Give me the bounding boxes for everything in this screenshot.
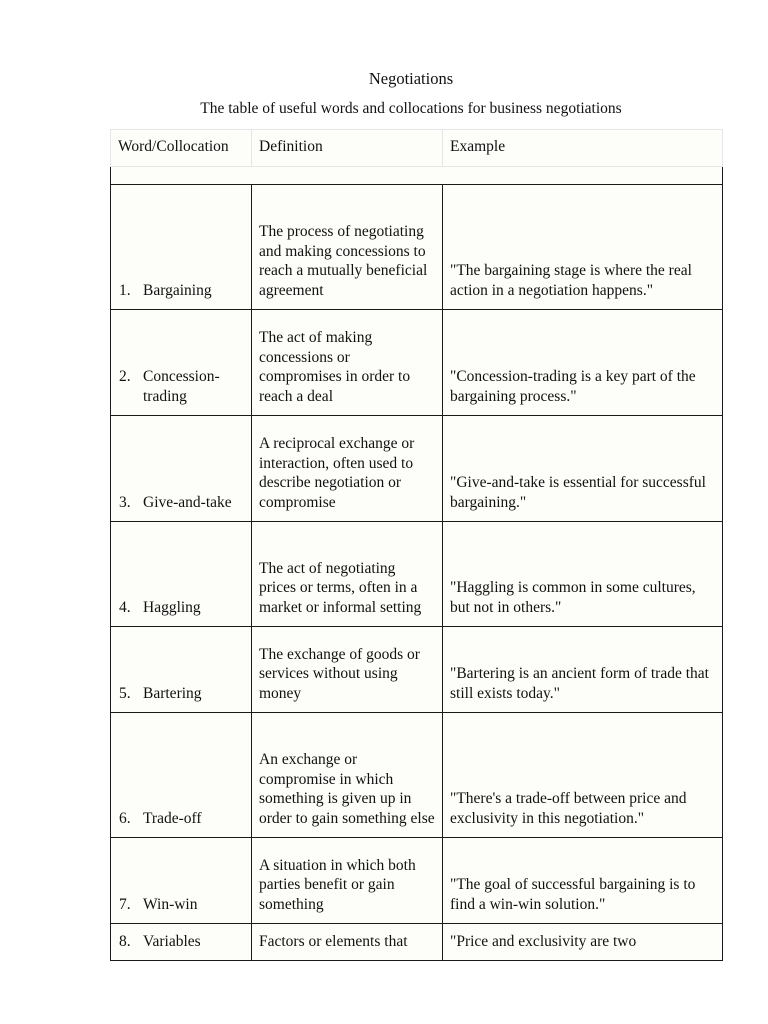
example-cell: "Give-and-take is essential for successful bargaining." — [443, 416, 723, 522]
row-number: 6. — [119, 809, 131, 827]
table-row — [111, 416, 723, 522]
word-text: Bargaining — [143, 281, 212, 299]
definition-cell: An exchange or compromise in which something is given up in order to gain something else — [252, 713, 443, 838]
page-title: Negotiations — [368, 69, 454, 88]
header-spacer — [111, 167, 723, 185]
word-cell — [111, 924, 252, 961]
word-cell — [111, 838, 252, 924]
definition-cell: The act of making concessions or compromises in order to reach a deal — [252, 310, 443, 416]
header-definition: Definition — [252, 130, 443, 167]
table-header-row — [111, 130, 723, 167]
header-word-collocation: Word/Collocation — [111, 130, 252, 167]
word-cell — [111, 522, 252, 627]
example-cell: "Haggling is common in some cultures, but not in others." — [443, 522, 723, 627]
word-text: Concession-trading — [143, 368, 220, 405]
example-cell: "The bargaining stage is where the real action in a negotiation happens." — [443, 185, 723, 310]
page-subtitle: The table of useful words and collocations for business negotiations — [200, 100, 622, 117]
definition-cell: The exchange of goods or services without using money — [252, 627, 443, 713]
word-text: Bartering — [143, 684, 202, 702]
row-number: 7. — [119, 895, 131, 913]
example-cell: "There's a trade-off between price and exclusivity in this negotiation." — [443, 713, 723, 838]
word-cell — [111, 185, 252, 310]
word-text: Variables — [143, 933, 201, 950]
example-cell: "Bartering is an ancient form of trade that still exists today." — [443, 627, 723, 713]
row-number: 8. — [119, 933, 131, 950]
vocabulary-table — [110, 129, 723, 961]
table-row — [111, 185, 723, 310]
example-cell: "Concession-trading is a key part of the bargaining process." — [443, 310, 723, 416]
example-cell: "Price and exclusivity are two — [443, 924, 723, 961]
definition-cell: The process of negotiating and making concessions to reach a mutually beneficial agreement — [252, 185, 443, 310]
example-cell: "The goal of successful bargaining is to find a win-win solution." — [443, 838, 723, 924]
header-example: Example — [443, 130, 723, 167]
row-number: 4. — [119, 598, 131, 616]
table-row — [111, 924, 723, 961]
definition-cell: A situation in which both parties benefit or gain something — [252, 838, 443, 924]
word-text: Give-and-take — [143, 493, 232, 511]
table-row — [111, 310, 723, 416]
table-row — [111, 838, 723, 924]
table-row — [111, 627, 723, 713]
table-row — [111, 713, 723, 838]
word-cell — [111, 416, 252, 522]
word-cell — [111, 627, 252, 713]
word-text: Trade-off — [143, 809, 202, 827]
word-text: Win-win — [143, 895, 198, 913]
word-text: Haggling — [143, 598, 201, 616]
definition-cell: Factors or elements that — [252, 924, 443, 961]
word-cell — [111, 310, 252, 416]
table-row — [111, 522, 723, 627]
definition-cell: The act of negotiating prices or terms, often in a market or informal setting — [252, 522, 443, 627]
row-number: 3. — [119, 493, 131, 511]
row-number: 1. — [119, 281, 131, 299]
row-number: 2. — [119, 368, 131, 385]
row-number: 5. — [119, 684, 131, 702]
word-cell — [111, 713, 252, 838]
definition-cell: A reciprocal exchange or interaction, often used to describe negotiation or compromise — [252, 416, 443, 522]
